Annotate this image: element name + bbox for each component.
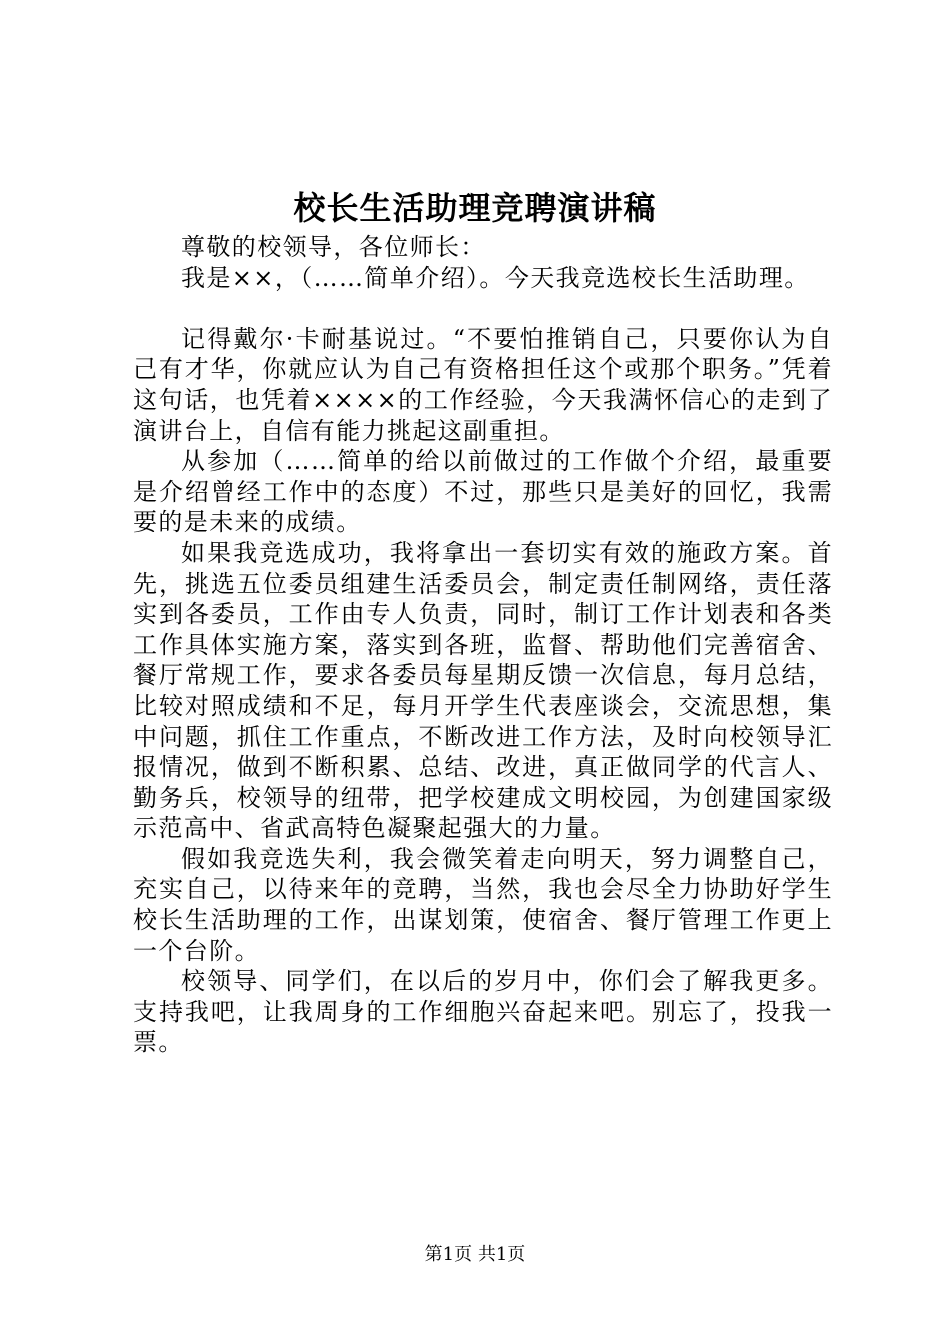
paragraph-quote: 记得戴尔·卡耐基说过。“不要怕推销自己，只要你认为自己有才华，你就应认为自己有资格担任这个或那个职务。”凭着这句话，也凭着××××的工作经验，今天我满怀信心的走到了演讲台上，自信有能力挑起这副重担。 (133, 324, 833, 445)
document-title: 校长生活助理竞聘演讲稿 (293, 189, 657, 227)
page-number-footer: 第1页 共1页 (424, 1244, 526, 1265)
blank-line (133, 293, 833, 324)
document-body (133, 232, 833, 1058)
paragraph-plan: 如果我竞选成功，我将拿出一套切实有效的施政方案。首先，挑选五位委员组建生活委员会，制定责任制网络，责任落实到各委员，工作由专人负责，同时，制订工作计划表和各类工作具体实施方案，落实到各班，监督、帮助他们完善宿舍、餐厅常规工作，要求各委员每星期反馈一次信息，每月总结，比较对照成绩和不足，每月开学生代表座谈会，交流思想，集中问题，抓住工作重点，不断改进工作方法，及时向校领导汇报情况，做到不断积累、总结、改进，真正做同学的代言人、勤务兵，校领导的纽带，把学校建成文明校园，为创建国家级示范高中、省武高特色凝聚起强大的力量。 (133, 538, 833, 843)
paragraph-closing: 校领导、同学们，在以后的岁月中，你们会了解我更多。支持我吧，让我周身的工作细胞兴奋起来吧。别忘了，投我一票。 (133, 967, 833, 1057)
intro-paragraph: 我是××，（……简单介绍）。今天我竞选校长生活助理。 (181, 263, 810, 292)
salutation: 尊敬的校领导，各位师长： (181, 233, 486, 261)
paragraph-if-lose: 假如我竞选失利，我会微笑着走向明天，努力调整自己，充实自己，以待来年的竞聘，当然，我也会尽全力协助好学生校长生活助理的工作，出谋划策，使宿舍、餐厅管理工作更上一个台阶。 (133, 844, 833, 965)
paragraph-experience: 从参加（……简单的给以前做过的工作做个介绍，最重要是介绍曾经工作中的态度）不过，那些只是美好的回忆，我需要的是未来的成绩。 (133, 447, 833, 537)
